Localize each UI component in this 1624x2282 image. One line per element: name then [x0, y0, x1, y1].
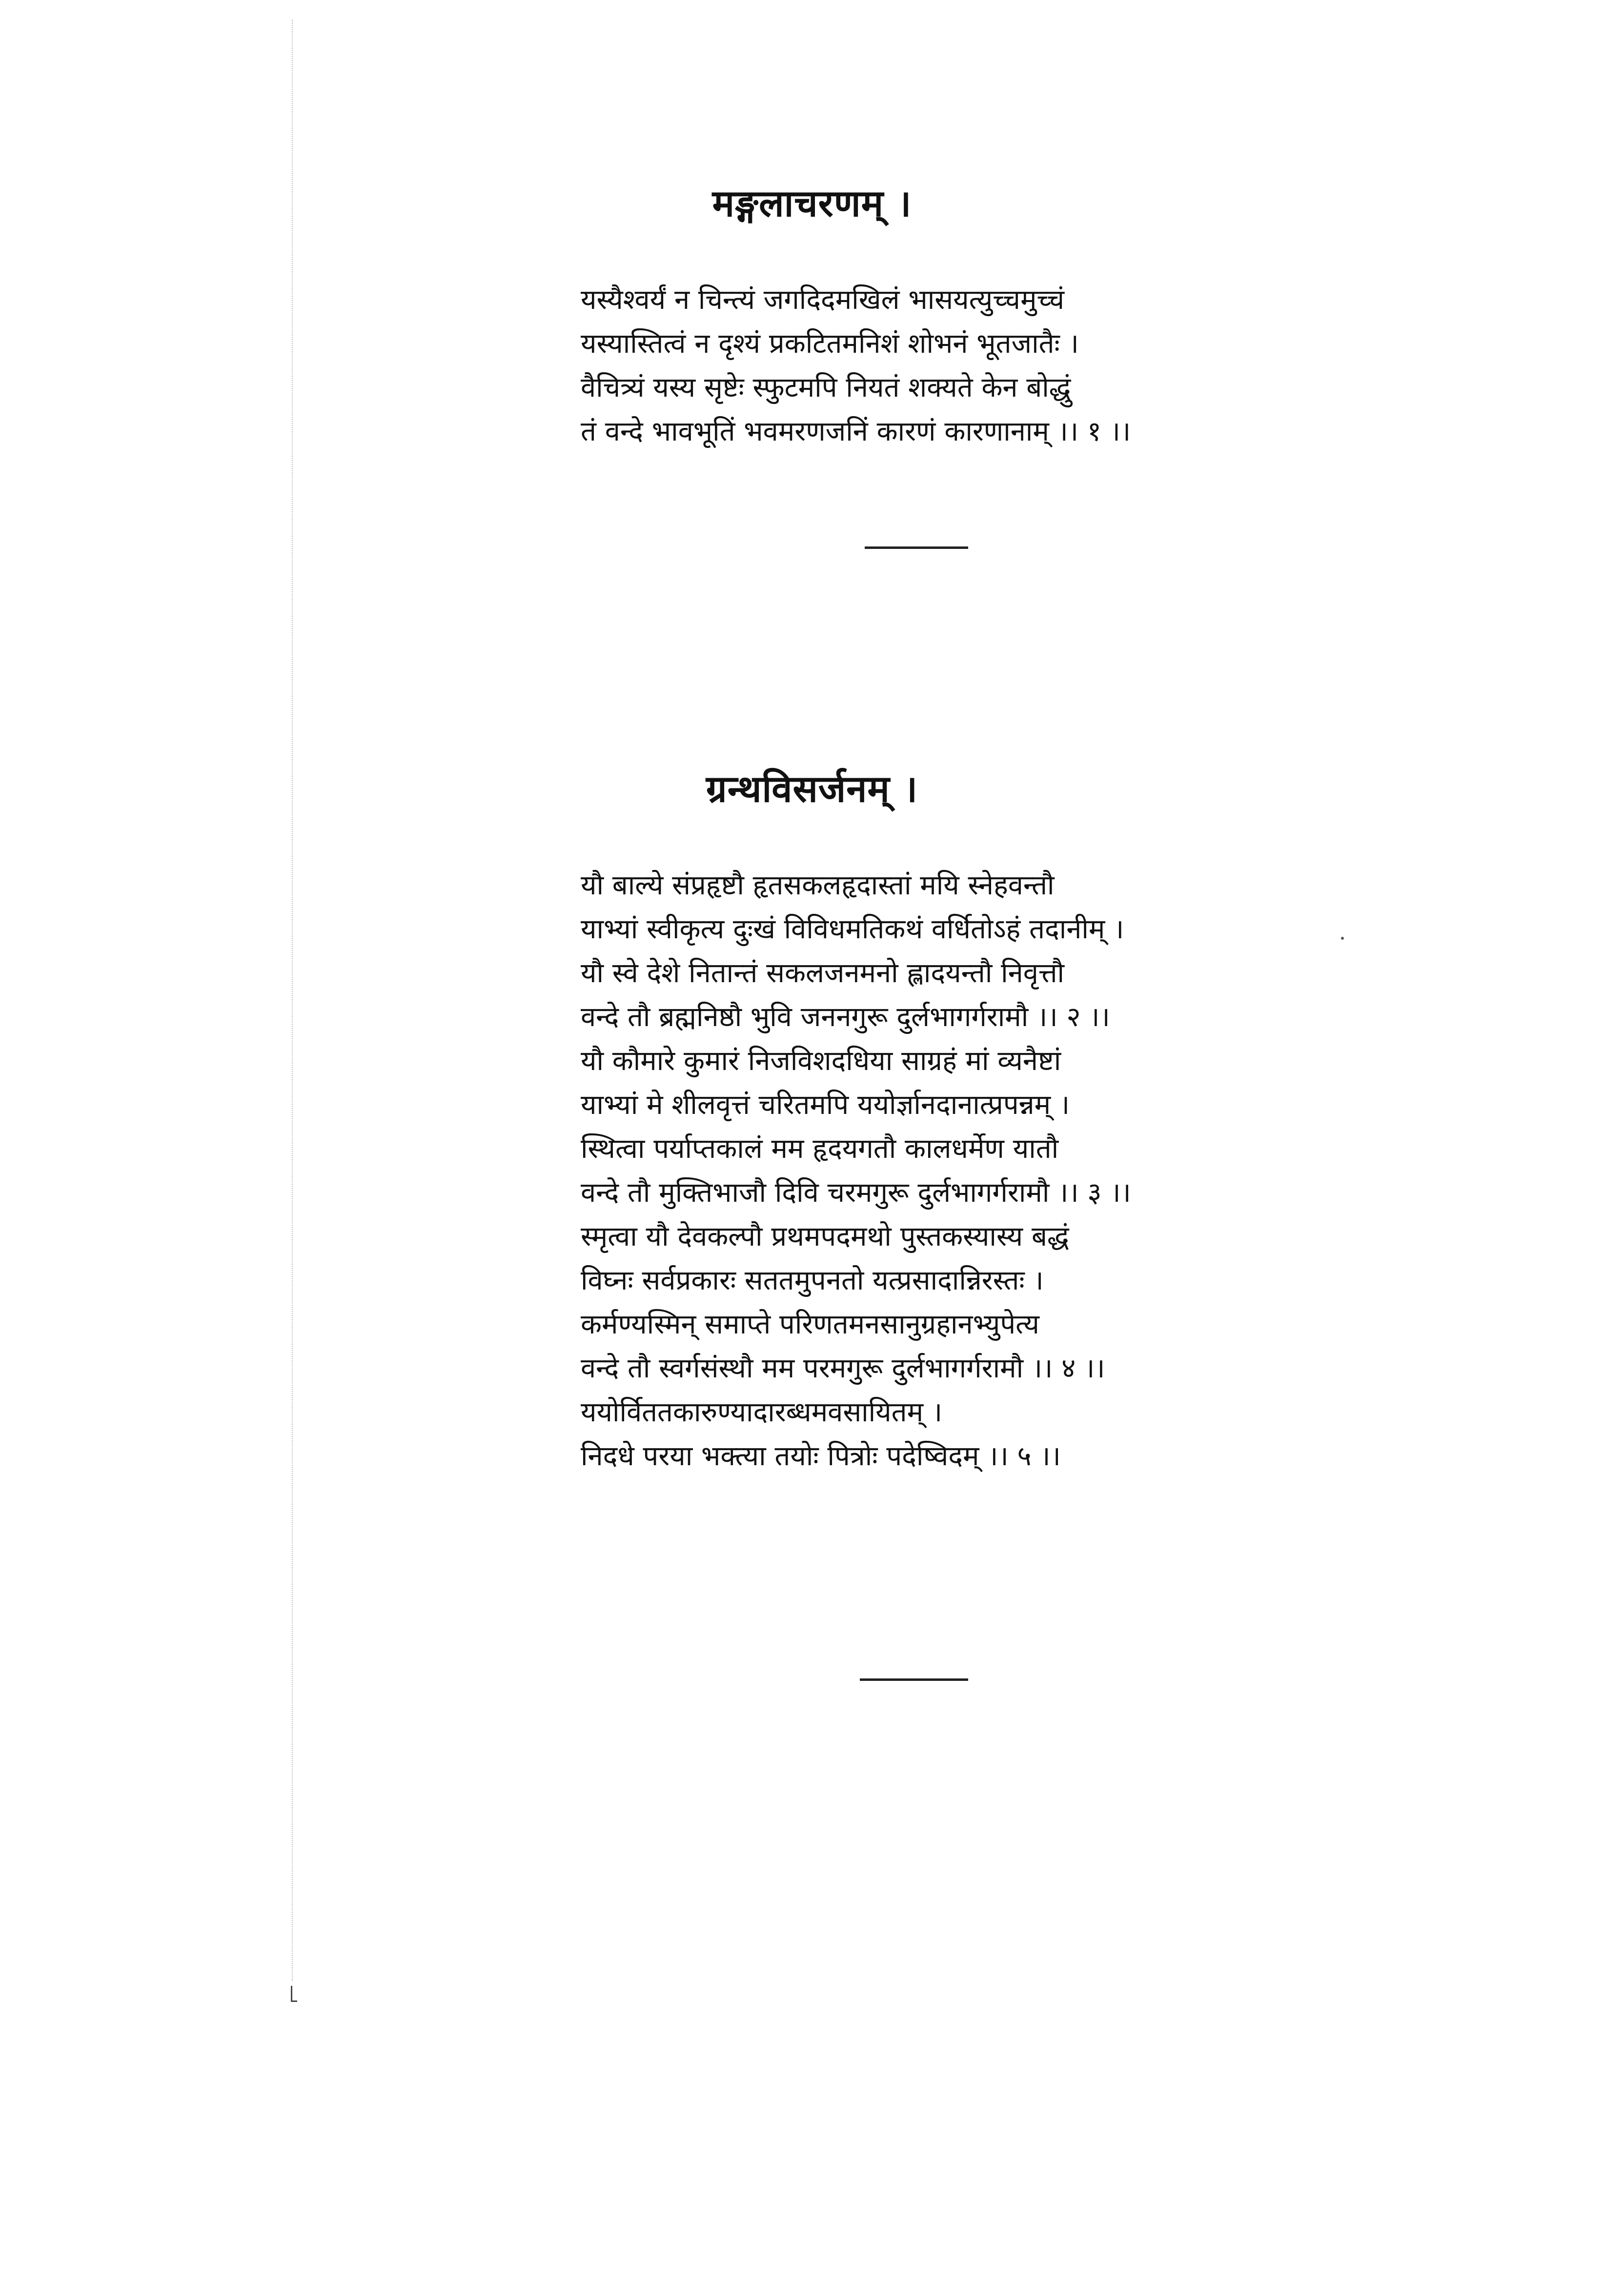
section-heading-granthavisarjanam: ग्रन्थविसर्जनम् ।	[706, 767, 918, 810]
verse-line: यौ कौमारे कुमारं निजविशदधिया साग्रहं मां व्यनैष्टां	[581, 1045, 1061, 1077]
scan-margin-bracket	[291, 1986, 297, 2002]
verse-line: कर्मण्यस्मिन् समाप्ते परिणतमनसानुग्रहानभ्युपेत्य	[581, 1309, 1039, 1340]
verse-block-mangalacharanam	[581, 278, 1131, 454]
verse-line: वन्दे तौ ब्रह्मनिष्ठौ भुवि जननगुरू दुर्लभागर्गरामौ ।। २ ।।	[581, 1001, 1110, 1033]
verse-line: तं वन्दे भावभूतिं भवमरणजनिं कारणं कारणानाम् ।। १ ।।	[581, 416, 1131, 447]
verse-line: वन्दे तौ स्वर्गसंस्थौ मम परमगुरू दुर्लभागर्गरामौ ।। ४ ।।	[581, 1353, 1105, 1384]
verse-line: याभ्यां स्वीकृत्य दुःखं विविधमतिकथं वर्धितोऽहं तदानीम् ।	[581, 913, 1124, 945]
verse-line: यौ बाल्ये संप्रहृष्टौ हृतसकलहृदास्तां मयि स्नेहवन्तौ	[581, 869, 1055, 901]
section-divider	[865, 546, 968, 549]
verse-line: ययोर्विततकारुण्यादारब्धमवसायितम् ।	[581, 1396, 943, 1428]
scan-speck	[1341, 937, 1344, 940]
verse-line: स्मृत्वा यौ देवकल्पौ प्रथमपदमथो पुस्तकस्यास्य बद्धं	[581, 1221, 1069, 1252]
verse-line: स्थित्वा पर्याप्तकालं मम हृदयगतौ कालधर्मेण यातौ	[581, 1133, 1059, 1165]
verse-line: विघ्नः सर्वप्रकारः सततमुपनतो यत्प्रसादान्निरस्तः ।	[581, 1265, 1044, 1296]
verse-line: यौ स्वे देशे नितान्तं सकलजनमनो ह्लादयन्तौ निवृत्तौ	[581, 957, 1065, 989]
verse-line: वैचित्र्यं यस्य सृष्टेः स्फुटमपि नियतं शक्यते केन बोद्धुं	[581, 372, 1071, 404]
section-heading-mangalacharanam: मङ्गलाचरणम् ।	[712, 182, 912, 225]
verse-line: निदधे परया भक्त्या तयोः पित्रोः पदेष्विदम् ।। ५ ।।	[581, 1440, 1061, 1472]
section-divider	[860, 1678, 968, 1681]
verse-line: यस्यैश्वर्यं न चिन्त्यं जगदिदमखिलं भासयत्युच्चमुच्चं	[581, 284, 1065, 316]
verse-line: यस्यास्तित्वं न दृश्यं प्रकटितमनिशं शोभनं भूतजातैः ।	[581, 328, 1079, 360]
verse-block-granthavisarjanam	[581, 864, 1131, 1478]
scan-margin-line	[292, 20, 293, 1981]
verse-line: वन्दे तौ मुक्तिभाजौ दिवि चरमगुरू दुर्लभागर्गरामौ ।। ३ ।।	[581, 1177, 1131, 1209]
verse-line: याभ्यां मे शीलवृत्तं चरितमपि ययोर्ज्ञानदानात्प्रपन्नम् ।	[581, 1089, 1070, 1121]
